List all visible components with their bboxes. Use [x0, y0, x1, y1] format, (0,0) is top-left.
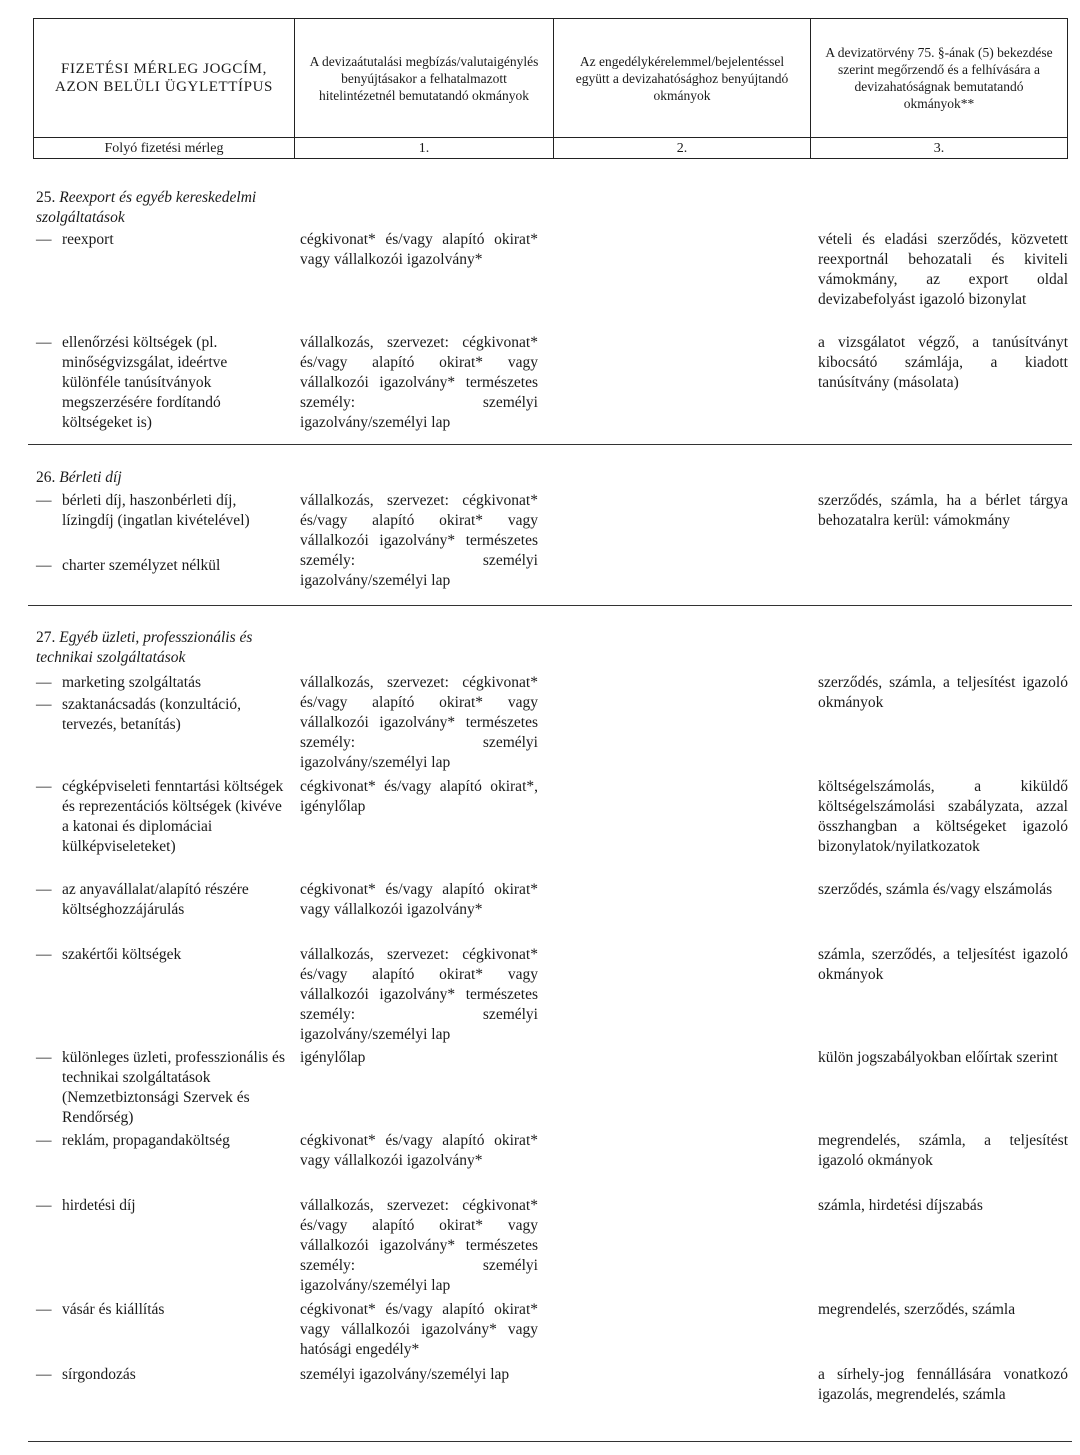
- item-docs3: megrendelés, szerződés, számla: [818, 1301, 1016, 1318]
- item-docs1: vállalkozás, szervezet: cégkivonat* és/vagy alapító okirat* vagy vállalkozói igazolvány* természetes személy: személyi igazolvány/személyi lap: [300, 946, 538, 1043]
- item-name: — bérleti díj, haszonbérleti díj, lízingdíj (ingatlan kivételével): [36, 492, 250, 529]
- item-docs3: külön jogszabályokban előírtak szerint: [818, 1049, 1058, 1066]
- section-divider: [28, 444, 1072, 445]
- item-docs1: cégkivonat* és/vagy alapító okirat* vagy vállalkozói igazolvány*: [300, 231, 538, 268]
- section-title: Bérleti díj: [59, 469, 122, 486]
- header-table: [33, 18, 1068, 159]
- header-col1: A devizaátutalási megbízás/valutaigénylés benyújtásakor a felhatalmazott hitelintézetnél bemutatandó okmányok: [295, 19, 554, 138]
- item-name: — reklám, propagandaköltség: [36, 1132, 230, 1149]
- section-divider: [28, 1441, 1072, 1442]
- item-docs3: számla, hirdetési díjszabás: [818, 1197, 983, 1214]
- item-docs1: vállalkozás, szervezet: cégkivonat* és/vagy alapító okirat* vagy vállalkozói igazolvány* természetes személy: személyi igazolvány/személyi lap: [300, 674, 538, 771]
- header-row2-num1: 1.: [295, 138, 554, 159]
- section-number: 27.: [36, 629, 56, 646]
- item-docs1: vállalkozás, szervezet: cégkivonat* és/vagy alapító okirat* vagy vállalkozói igazolvány* természetes személy: személyi igazolvány/személyi lap: [300, 1197, 538, 1294]
- item-docs3: vételi és eladási szerződés, közvetett reexportnál behozatali és kiviteli vámokmány, az export oldal devizabefolyást igazoló bizonylat: [818, 231, 1068, 308]
- section-title: Reexport és egyéb kereskedelmi szolgáltatások: [36, 189, 257, 226]
- item-name: — szaktanácsadás (konzultáció, tervezés, betanítás): [36, 696, 242, 733]
- item-docs1: vállalkozás, szervezet: cégkivonat* és/vagy alapító okirat* vagy vállalkozói igazolvány* természetes személy: személyi igazolvány/személyi lap: [300, 492, 538, 589]
- item-docs3: szerződés, számla, ha a bérlet tárgya behozatalra kerül: vámokmány: [818, 492, 1068, 529]
- item-docs1: cégkivonat* és/vagy alapító okirat* vagy vállalkozói igazolvány* vagy hatósági engedély*: [300, 1301, 538, 1358]
- item-docs1: vállalkozás, szervezet: cégkivonat* és/vagy alapító okirat* vagy vállalkozói igazolvány* természetes személy: személyi igazolvány/személyi lap: [300, 334, 538, 431]
- item-name: — szakértői költségek: [36, 946, 182, 963]
- section-25-heading: [36, 188, 286, 228]
- item-docs3: a sírhely-jog fennállására vonatkozó igazolás, megrendelés, számla: [818, 1366, 1068, 1403]
- item-name: — az anyavállalat/alapító részére költséghozzájárulás: [36, 881, 249, 918]
- item-docs3: megrendelés, számla, a teljesítést igazoló okmányok: [818, 1132, 1068, 1169]
- item-name: — charter személyzet nélkül: [36, 557, 221, 574]
- item-name: — cégképviseleti fenntartási költségek és reprezentációs költségek (kivéve a katonai és diplomáciai külképviseleteket): [36, 778, 284, 855]
- section-number: 26.: [36, 469, 56, 486]
- header-col2: Az engedélykérelemmel/bejelentéssel együtt a devizahatósághoz benyújtandó okmányok: [554, 19, 811, 138]
- item-docs1: cégkivonat* és/vagy alapító okirat*, igénylőlap: [300, 778, 538, 815]
- item-docs1: személyi igazolvány/személyi lap: [300, 1366, 510, 1383]
- item-docs3: szerződés, számla és/vagy elszámolás: [818, 881, 1053, 898]
- item-name: — sírgondozás: [36, 1366, 136, 1383]
- header-col3: A devizatörvény 75. §-ának (5) bekezdése szerint megőrzendő és a felhívására a devizahatóságnak bemutatandó okmányok**: [811, 19, 1068, 138]
- section-26-heading: [36, 468, 286, 488]
- header-row2-label: Folyó fizetési mérleg: [34, 138, 295, 159]
- item-name: — vásár és kiállítás: [36, 1301, 165, 1318]
- item-docs1: cégkivonat* és/vagy alapító okirat* vagy vállalkozói igazolvány*: [300, 881, 538, 918]
- item-name: — marketing szolgáltatás: [36, 674, 202, 691]
- item-docs3: szerződés, számla, a teljesítést igazoló okmányok: [818, 674, 1068, 711]
- header-row2-num2: 2.: [554, 138, 811, 159]
- section-divider: [28, 605, 1072, 606]
- item-name: — reexport: [36, 231, 114, 248]
- item-name: — hirdetési díj: [36, 1197, 136, 1214]
- item-name: — ellenőrzési költségek (pl. minőségvizsgálat, ideértve különféle tanúsítványok megszerzésére fordítandó költségeket is): [36, 334, 228, 431]
- item-docs3: számla, szerződés, a teljesítést igazoló okmányok: [818, 946, 1068, 983]
- section-27-heading: [36, 628, 286, 668]
- section-number: 25.: [36, 189, 56, 206]
- item-docs3: költségelszámolás, a kiküldő költségelszámolási szabályzata, azzal összhangban a költségeket igazoló bizonylatok/nyilatkozatok: [818, 778, 1068, 855]
- item-docs1: igénylőlap: [300, 1049, 366, 1066]
- item-docs1: cégkivonat* és/vagy alapító okirat* vagy vállalkozói igazolvány*: [300, 1132, 538, 1169]
- item-docs3: a vizsgálatot végző, a tanúsítványt kibocsátó számlája, a kiadott tanúsítvány (másolata): [818, 334, 1068, 391]
- item-name: — különleges üzleti, professzionális és technikai szolgáltatások (Nemzetbiztonsági Szervek és Rendőrség): [36, 1049, 285, 1126]
- section-title: Egyéb üzleti, professzionális és technikai szolgáltatások: [36, 629, 253, 666]
- header-col0: FIZETÉSI MÉRLEG JOGCÍM, AZON BELÜLI ÜGYLETTÍPUS: [34, 19, 295, 138]
- header-row2-num3: 3.: [811, 138, 1068, 159]
